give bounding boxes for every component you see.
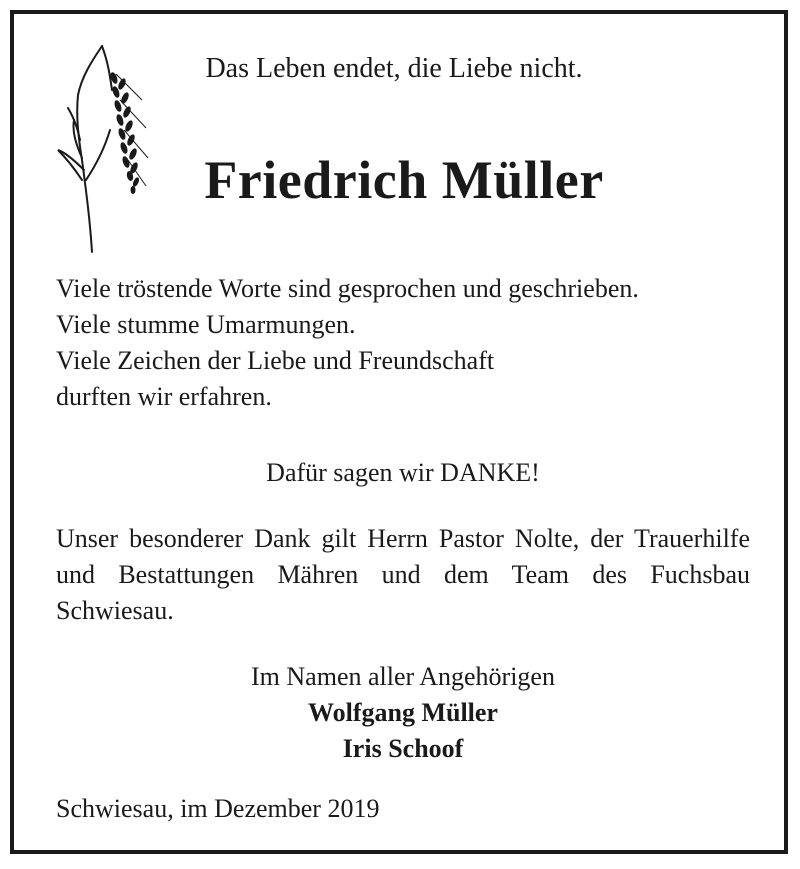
signature-name: Wolfgang Müller xyxy=(308,698,498,727)
place-date: Schwiesau, im Dezember 2019 xyxy=(56,794,380,823)
signature-name: Iris Schoof xyxy=(342,734,464,763)
comfort-line: durften wir erfahren. xyxy=(56,382,272,411)
obituary-frame xyxy=(10,10,788,854)
wheat-ear-icon xyxy=(46,40,156,255)
signature-intro: Im Namen aller Angehörigen xyxy=(251,662,555,691)
comfort-line: Viele stumme Umarmungen. xyxy=(56,310,356,339)
comfort-line: Viele tröstende Worte sind gesprochen und geschrieben. xyxy=(56,274,639,303)
comfort-text xyxy=(56,271,756,415)
special-thanks: Unser besonderer Dank gilt Herrn Pastor Nolte, der Trauerhilfe und Bestattungen Mähren und dem Team des Fuchsbau Schwiesau. xyxy=(56,524,750,625)
thanks-line: Dafür sagen wir DANKE! xyxy=(266,458,540,487)
deceased-name: Friedrich Müller xyxy=(204,150,604,210)
comfort-line: Viele Zeichen der Liebe und Freundschaft xyxy=(56,346,495,375)
motto: Das Leben endet, die Liebe nicht. xyxy=(205,53,583,84)
signature-block xyxy=(14,659,792,767)
